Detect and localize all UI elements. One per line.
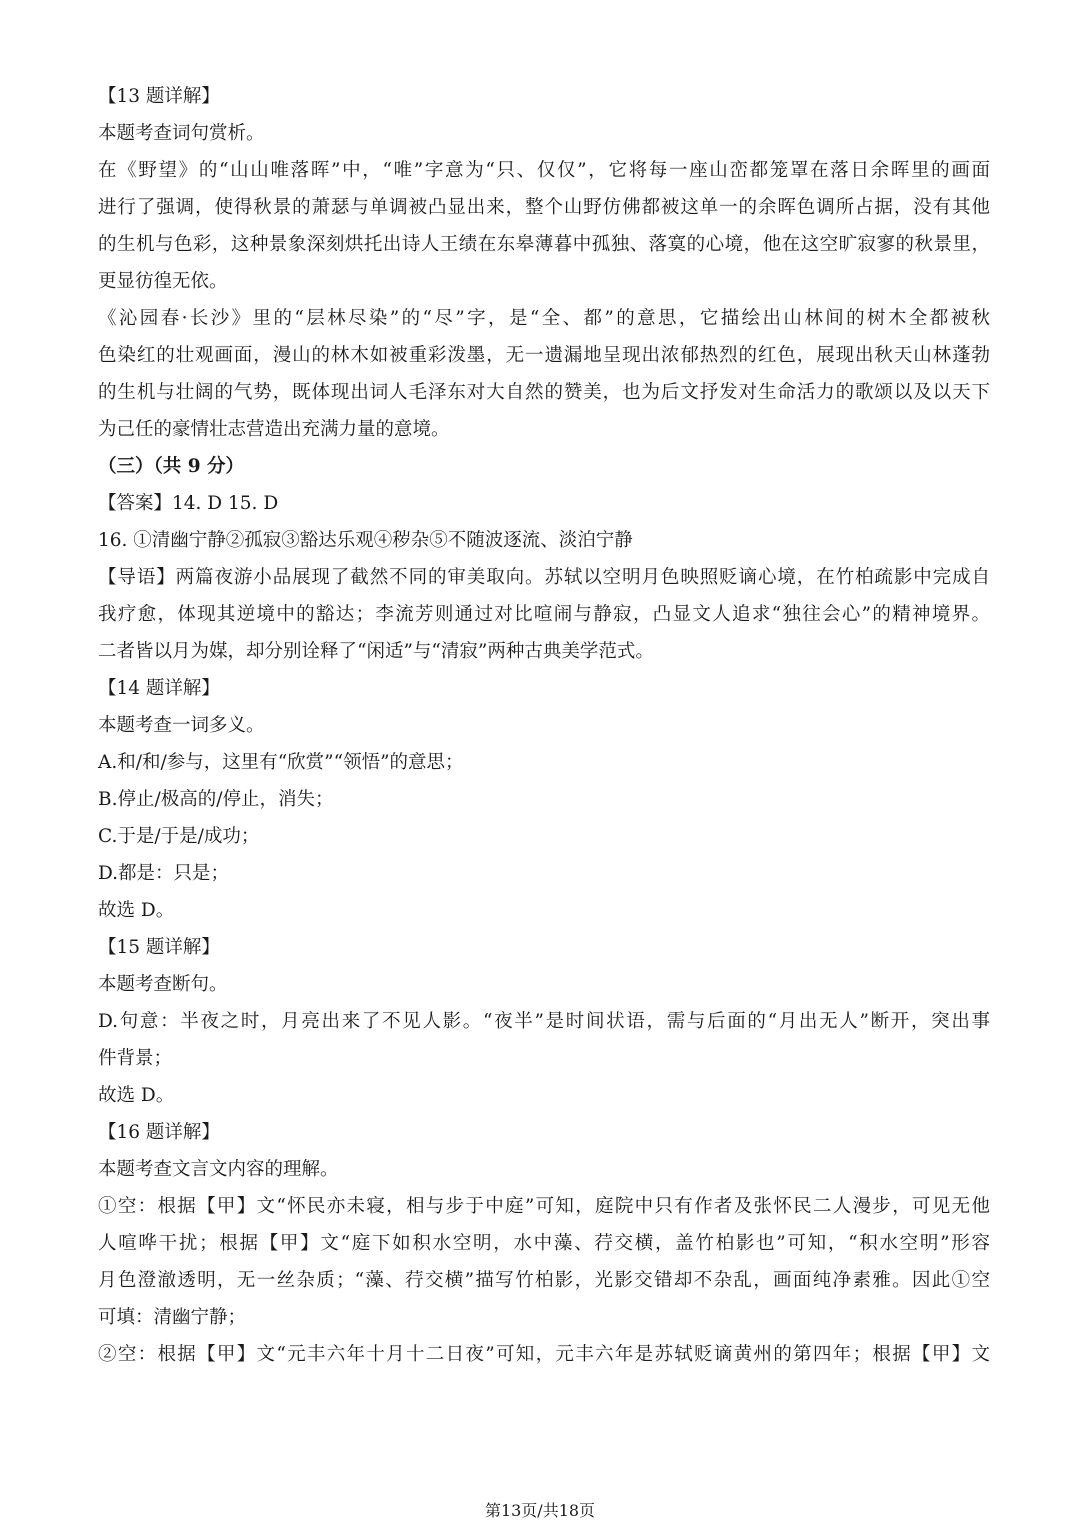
paragraph-line: 色染红的壮观画面，漫山的林木如被重彩泼墨，无一遗漏地呈现出浓郁热烈的红色，展现出秋天山林蓬勃	[98, 345, 990, 366]
paragraph-line: 【导语】两篇夜游小品展现了截然不同的审美取向。苏轼以空明月色映照贬谪心境，在竹柏疏影中完成自	[98, 567, 990, 588]
section-heading: （三）（共 9 分）	[98, 456, 245, 477]
heading-14-detail: 【14 题详解】	[98, 678, 220, 699]
paragraph-line: 人喧哗干扰；根据【甲】文“庭下如积水空明，水中藻、荇交横，盖竹柏影也”可知，“积水空明”形容	[98, 1233, 990, 1254]
paragraph-line: ①空：根据【甲】文“怀民亦未寝，相与步于中庭”可知，庭院中只有作者及张怀民二人漫步，可见无他	[98, 1196, 990, 1217]
paragraph-line: 在《野望》的“山山唯落晖”中，“唯”字意为“只、仅仅”，它将每一座山峦都笼罩在落日余晖里的画面	[98, 160, 990, 181]
paragraph-line: 为己任的豪情壮志营造出充满力量的意境。	[98, 419, 450, 440]
heading-15-detail: 【15 题详解】	[98, 937, 220, 958]
option-line: C.于是/于是/成功；	[98, 826, 260, 847]
paragraph-line: 进行了强调，使得秋景的萧瑟与单调被凸显出来，整个山野仿佛都被这单一的余晖色调所占据，没有其他	[98, 197, 990, 218]
paragraph-line: 本题考查断句。	[98, 974, 228, 995]
paragraph-line: 的生机与壮阔的气势，既体现出词人毛泽东对大自然的赞美，也为后文抒发对生命活力的歌颂以及以天下	[98, 382, 990, 403]
document-body	[98, 78, 990, 1373]
paragraph-line: 月色澄澈透明，无一丝杂质；“藻、荇交横”描写竹柏影，光影交错却不杂乱，画面纯净素雅。因此①空	[98, 1270, 990, 1291]
heading-13-detail: 【13 题详解】	[98, 86, 220, 107]
paragraph-line: D.句意：半夜之时，月亮出来了不见人影。“夜半”是时间状语，需与后面的“月出无人”断开，突出事	[98, 1011, 990, 1032]
paragraph-line: ②空：根据【甲】文“元丰六年十月十二日夜”可知，元丰六年是苏轼贬谪黄州的第四年；根据【甲】文	[98, 1344, 990, 1365]
paragraph-line: 可填：清幽宁静；	[98, 1307, 247, 1328]
option-line: B.停止/极高的/停止，消失；	[98, 789, 334, 810]
paragraph-line: 更显彷徨无依。	[98, 271, 228, 292]
paragraph-line: 本题考查词句赏析。	[98, 123, 265, 144]
answer-line: 【答案】14. D 15. D	[98, 493, 279, 514]
paragraph-line: 我疗愈，体现其逆境中的豁达；李流芳则通过对比喧闹与静寂，凸显文人追求“独往会心”的精神境界。	[98, 604, 990, 625]
paragraph-line: 《沁园春·长沙》里的“层林尽染”的“尽”字，是“全、都”的意思，它描绘出山林间的树木全都被秋	[98, 308, 990, 329]
paragraph-line: 件背景；	[98, 1048, 173, 1069]
paragraph-line: 故选 D。	[98, 1085, 175, 1106]
heading-16-detail: 【16 题详解】	[98, 1122, 220, 1143]
option-line: D.都是：只是；	[98, 863, 230, 884]
paragraph-line: 的生机与色彩，这种景象深刻烘托出诗人王绩在东皋薄暮中孤独、落寞的心境，他在这空旷寂寥的秋景里，	[98, 234, 990, 255]
paragraph-line: 本题考查一词多义。	[98, 715, 265, 736]
option-line: A.和/和/参与，这里有“欣赏”“领悟”的意思；	[98, 752, 464, 773]
paragraph-line: 二者皆以月为媒，却分别诠释了“闲适”与“清寂”两种古典美学范式。	[98, 641, 654, 662]
answer-line: 16. ①清幽宁静②孤寂③豁达乐观④秽杂⑤不随波逐流、淡泊宁静	[98, 530, 633, 551]
paragraph-line: 本题考查文言文内容的理解。	[98, 1159, 339, 1180]
page-number-footer: 第13页/共18页	[484, 1501, 596, 1520]
paragraph-line: 故选 D。	[98, 900, 175, 921]
